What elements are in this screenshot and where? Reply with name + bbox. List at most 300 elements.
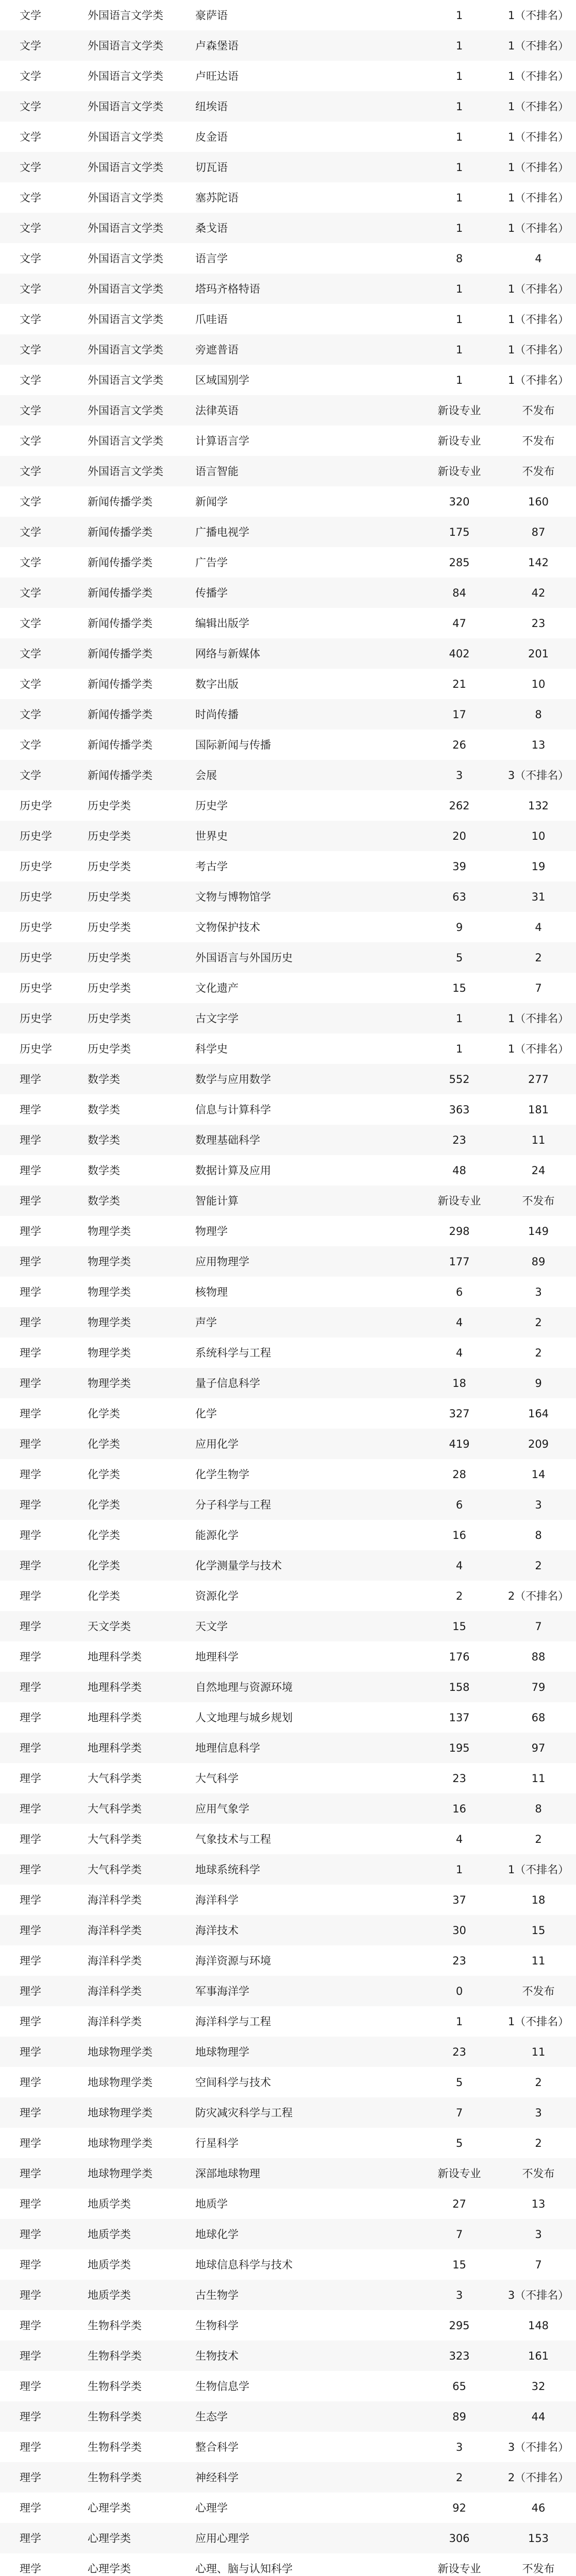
category-cell: 心理学类 [88,2523,195,2553]
category-cell: 历史学类 [88,799,131,812]
table-row [0,1459,576,1489]
table-row [0,638,576,669]
count-cell: 1 [455,70,463,82]
count-cell: 新设专业 [418,456,501,486]
rank-cell: 89 [501,1246,576,1277]
category-cell: 地球物理学类 [88,2076,153,2089]
major-name-cell: 海洋科学 [195,1893,239,1906]
discipline-cell: 理学 [20,2319,41,2332]
count-cell: 23 [452,1954,466,1967]
category-cell: 外国语言文学类 [88,434,163,447]
table-row [0,1489,576,1520]
table-row [0,547,576,578]
category-cell: 生物科学类 [88,2319,142,2332]
category-cell: 化学类 [88,1589,120,1602]
discipline-cell: 理学 [0,1976,88,2006]
table-row [0,304,576,334]
count-cell: 195 [418,1733,501,1763]
major-name-cell: 皮金语 [195,130,228,143]
rank-cell: 14 [531,1468,546,1481]
count-cell: 5 [455,2137,463,2149]
category-cell: 外国语言文学类 [88,274,195,304]
major-name-cell: 生物技术 [195,2341,418,2371]
major-name-cell: 塞苏陀语 [195,191,239,204]
discipline-cell: 理学 [20,1589,41,1602]
discipline-cell: 理学 [0,2097,88,2128]
major-name-cell: 国际新闻与传播 [195,738,271,751]
major-name-cell: 文物与博物馆学 [195,882,418,912]
category-cell: 地球物理学类 [88,2037,195,2067]
category-cell: 数学类 [88,1064,195,1094]
rank-cell: 153 [501,2523,576,2553]
table-row [0,30,576,61]
discipline-cell: 文学 [0,456,88,486]
rank-cell: 2 [535,1833,542,1845]
rank-cell: 2 [501,1307,576,1337]
discipline-cell: 文学 [0,517,88,547]
table-row [0,790,576,821]
rank-cell: 不发布 [501,395,576,426]
count-cell: 92 [452,2501,466,2514]
category-cell: 地质学类 [88,2258,131,2271]
category-cell: 化学类 [88,1550,195,1581]
category-cell: 地质学类 [88,2197,131,2210]
major-name-cell: 智能计算 [195,1185,418,1216]
discipline-cell: 理学 [0,1611,88,1641]
count-cell: 27 [452,2197,466,2210]
category-cell: 生物科学类 [88,2441,142,2453]
table-row [0,1277,576,1307]
table-row [0,1368,576,1398]
discipline-cell: 理学 [20,1833,41,1845]
category-cell: 地理科学类 [88,1733,195,1763]
discipline-cell: 理学 [20,1711,41,1724]
rank-cell: 2 [535,2076,542,2089]
major-name-cell: 文化遗产 [195,981,239,994]
rank-cell: 181 [528,1103,549,1116]
discipline-cell: 文学 [20,556,41,569]
table-row [0,2310,576,2341]
count-cell: 306 [418,2523,501,2553]
count-cell: 39 [452,860,466,873]
rank-cell: 2 [535,2137,542,2149]
count-cell: 2 [418,2462,501,2493]
category-cell: 物理学类 [88,1368,195,1398]
count-cell: 3 [455,2441,463,2453]
major-name-cell: 地球化学 [195,2219,418,2249]
rank-cell: 79 [501,1672,576,1702]
rank-cell: 24 [531,1164,546,1177]
table-row [0,1641,576,1672]
category-cell: 新闻传播学类 [88,738,153,751]
count-cell: 新设专业 [418,395,501,426]
count-cell: 30 [418,1915,501,1945]
rank-cell: 42 [501,578,576,608]
category-cell: 新闻传播学类 [88,556,153,569]
rank-cell: 68 [531,1711,546,1724]
major-name-cell: 文物保护技术 [195,921,260,934]
major-name-cell: 海洋科学与工程 [195,2015,271,2028]
major-name-cell: 地质学 [195,2197,228,2210]
discipline-cell: 文学 [20,9,41,22]
discipline-cell: 历史学 [20,1042,52,1055]
table-row [0,2401,576,2432]
category-cell: 物理学类 [88,1246,195,1277]
category-cell: 化学类 [88,1429,195,1459]
discipline-cell: 理学 [20,1407,41,1420]
count-cell: 15 [452,2258,466,2271]
count-cell: 0 [418,1976,501,2006]
table-row [0,1885,576,1915]
discipline-cell: 文学 [0,152,88,182]
major-name-cell: 自然地理与资源环境 [195,1672,418,1702]
table-row [0,1915,576,1945]
rank-cell: 46 [531,2501,546,2514]
table-row [0,2097,576,2128]
major-name-cell: 地理科学 [195,1650,239,1663]
discipline-cell: 文学 [20,677,41,690]
discipline-cell: 理学 [20,1285,41,1298]
category-cell: 化学类 [88,1468,120,1481]
count-cell: 3 [418,2280,501,2310]
major-name-cell: 广告学 [195,556,228,569]
major-name-cell: 卢旺达语 [195,70,239,82]
rank-cell: 1（不排名） [507,191,569,204]
discipline-cell: 文学 [20,130,41,143]
major-name-cell: 桑戈语 [195,213,418,243]
table-row [0,2523,576,2553]
category-cell: 物理学类 [88,1225,131,1238]
category-cell: 新闻传播学类 [88,578,195,608]
discipline-cell: 理学 [0,2158,88,2189]
category-cell: 数学类 [88,1125,195,1155]
major-name-cell: 会展 [195,760,418,790]
count-cell: 285 [449,556,470,569]
major-name-cell: 语言智能 [195,456,418,486]
count-cell: 47 [452,617,466,630]
count-cell: 23 [418,1125,501,1155]
major-name-cell: 海洋技术 [195,1915,418,1945]
count-cell: 7 [418,2097,501,2128]
major-name-cell: 数学与应用数学 [195,1064,418,1094]
major-name-cell: 大气科学 [195,1772,239,1785]
discipline-cell: 理学 [20,2380,41,2393]
major-name-cell: 时尚传播 [195,699,418,730]
table-row [0,2128,576,2158]
rank-cell: 160 [528,495,549,508]
category-cell: 外国语言文学类 [88,152,195,182]
table-row [0,1155,576,1185]
table-row [0,669,576,699]
discipline-cell: 理学 [0,2462,88,2493]
rank-cell: 3（不排名） [507,2441,569,2453]
count-cell: 63 [418,882,501,912]
major-name-cell: 化学测量学与技术 [195,1550,418,1581]
major-name-cell: 生态学 [195,2401,418,2432]
table-row [0,2280,576,2310]
table-row [0,243,576,274]
discipline-cell: 理学 [20,1772,41,1785]
count-cell: 65 [452,2380,466,2393]
category-cell: 新闻传播学类 [88,699,195,730]
count-cell: 1 [418,30,501,61]
count-cell: 4 [418,1550,501,1581]
rank-cell: 2 [501,942,576,973]
table-row [0,1307,576,1337]
major-name-cell: 地球信息科学与技术 [195,2258,293,2271]
table-row [0,1064,576,1094]
discipline-cell: 理学 [20,1650,41,1663]
count-cell: 1 [418,334,501,365]
table-row [0,1185,576,1216]
major-name-cell: 地球系统科学 [195,1854,418,1885]
count-cell: 6 [418,1489,501,1520]
table-row [0,882,576,912]
rank-cell: 32 [531,2380,546,2393]
rank-cell: 132 [528,799,549,812]
count-cell: 15 [418,1611,501,1641]
rank-cell: 31 [501,882,576,912]
category-cell: 外国语言文学类 [88,191,163,204]
category-cell: 大气科学类 [88,1833,142,1845]
discipline-cell: 理学 [20,1529,41,1541]
table-row [0,334,576,365]
discipline-cell: 理学 [0,1246,88,1277]
category-cell: 外国语言文学类 [88,30,195,61]
table-row [0,1793,576,1824]
rank-cell: 88 [531,1650,546,1663]
count-cell: 5 [418,942,501,973]
major-name-cell: 地球物理学 [195,2037,418,2067]
count-cell: 1 [455,374,463,386]
table-row [0,1246,576,1277]
discipline-cell: 理学 [20,2015,41,2028]
discipline-cell: 文学 [0,578,88,608]
rank-cell: 97 [501,1733,576,1763]
rank-cell: 1（不排名） [501,1003,576,1033]
table-row [0,1976,576,2006]
discipline-cell: 理学 [20,2197,41,2210]
discipline-cell: 理学 [0,2037,88,2067]
table-row [0,2219,576,2249]
major-name-cell: 神经科学 [195,2462,418,2493]
rank-cell: 10 [531,677,546,690]
table-row [0,699,576,730]
table-row [0,122,576,152]
count-cell: 1 [418,274,501,304]
count-cell: 28 [452,1468,466,1481]
rank-cell: 277 [501,1064,576,1094]
major-name-cell: 核物理 [195,1285,228,1298]
major-name-cell: 量子信息科学 [195,1368,418,1398]
table-row [0,1033,576,1064]
rank-cell: 209 [501,1429,576,1459]
rank-cell: 不发布 [501,2158,576,2189]
category-cell: 外国语言文学类 [88,395,195,426]
category-cell: 物理学类 [88,1285,131,1298]
category-cell: 外国语言文学类 [88,9,163,22]
count-cell: 552 [418,1064,501,1094]
major-name-cell: 海洋资源与环境 [195,1954,271,1967]
table-row [0,213,576,243]
category-cell: 外国语言文学类 [88,456,195,486]
major-name-cell: 空间科学与技术 [195,2076,271,2089]
category-cell: 海洋科学类 [88,1915,195,1945]
table-row [0,2462,576,2493]
rank-cell: 1（不排名） [501,1854,576,1885]
major-name-cell: 天文学 [195,1611,418,1641]
discipline-cell: 文学 [20,434,41,447]
major-name-cell: 考古学 [195,860,228,873]
discipline-cell: 理学 [0,1429,88,1459]
category-cell: 历史学类 [88,921,131,934]
table-row [0,1398,576,1429]
table-row [0,2249,576,2280]
rank-cell: 1（不排名） [501,334,576,365]
category-cell: 地球物理学类 [88,2137,153,2149]
major-name-cell: 信息与计算科学 [195,1103,271,1116]
table-row [0,91,576,122]
table-row [0,274,576,304]
category-cell: 新闻传播学类 [88,760,195,790]
discipline-cell: 理学 [0,1550,88,1581]
table-row [0,608,576,638]
discipline-cell: 理学 [0,2280,88,2310]
discipline-cell: 理学 [0,1672,88,1702]
table-row [0,152,576,182]
count-cell: 327 [449,1407,470,1420]
major-name-cell: 化学生物学 [195,1468,249,1481]
major-name-cell: 应用化学 [195,1429,418,1459]
table-row [0,578,576,608]
table-row [0,2158,576,2189]
count-cell: 16 [452,1529,466,1541]
discipline-cell: 理学 [20,2137,41,2149]
major-name-cell: 塔玛齐格特语 [195,274,418,304]
discipline-cell: 文学 [20,738,41,751]
category-cell: 历史学类 [88,1042,131,1055]
major-name-cell: 数据计算及应用 [195,1164,271,1177]
discipline-cell: 理学 [0,1064,88,1094]
table-row [0,456,576,486]
discipline-cell: 历史学 [20,921,52,934]
discipline-cell: 历史学 [20,860,52,873]
category-cell: 数学类 [88,1185,195,1216]
table-row [0,760,576,790]
table-row [0,1520,576,1550]
table-row [0,1581,576,1611]
discipline-cell: 文学 [20,313,41,326]
discipline-cell: 文学 [20,374,41,386]
rank-cell: 不发布 [522,434,555,447]
count-cell: 1 [455,2015,463,2028]
category-cell: 地质学类 [88,2219,195,2249]
rank-cell: 1（不排名） [507,2015,569,2028]
major-name-cell: 生物科学 [195,2319,239,2332]
rank-cell: 1（不排名） [501,30,576,61]
rank-cell: 1（不排名） [501,152,576,182]
major-name-cell: 爪哇语 [195,313,228,326]
discipline-cell: 理学 [20,1225,41,1238]
rank-cell: 11 [531,1772,546,1785]
count-cell: 4 [418,1307,501,1337]
rank-cell: 9 [501,1368,576,1398]
major-name-cell: 军事海洋学 [195,1976,418,2006]
category-cell: 新闻传播学类 [88,638,195,669]
table-row [0,426,576,456]
major-name-cell: 气象技术与工程 [195,1833,271,1845]
count-cell: 17 [418,699,501,730]
major-name-cell: 卢森堡语 [195,30,418,61]
category-cell: 新闻传播学类 [88,517,195,547]
category-cell: 外国语言文学类 [88,374,163,386]
discipline-cell: 理学 [20,2258,41,2271]
discipline-cell: 理学 [20,1164,41,1177]
rank-cell: 15 [501,1915,576,1945]
discipline-cell: 文学 [0,30,88,61]
major-name-cell: 应用心理学 [195,2523,418,2553]
discipline-cell: 理学 [0,2219,88,2249]
discipline-cell: 理学 [0,2523,88,2553]
discipline-cell: 理学 [0,1125,88,1155]
major-name-cell: 生物信息学 [195,2380,249,2393]
major-name-cell: 编辑出版学 [195,617,249,630]
rank-cell: 44 [501,2401,576,2432]
table-row [0,1125,576,1155]
rank-cell: 87 [501,517,576,547]
rank-cell: 1（不排名） [501,91,576,122]
discipline-cell: 历史学 [0,1003,88,1033]
count-cell: 1 [418,1854,501,1885]
major-name-cell: 科学史 [195,1042,228,1055]
count-cell: 1 [455,191,463,204]
table-row [0,365,576,395]
major-name-cell: 地理信息科学 [195,1733,418,1763]
table-row [0,182,576,213]
count-cell: 18 [418,1368,501,1398]
table-row [0,821,576,851]
category-cell: 物理学类 [88,1346,131,1359]
count-cell: 1 [455,130,463,143]
rank-cell: 1（不排名） [507,1042,569,1055]
category-cell: 历史学类 [88,981,131,994]
rank-cell: 13 [531,2197,546,2210]
category-cell: 生物科学类 [88,2341,195,2371]
count-cell: 89 [418,2401,501,2432]
major-name-cell: 纽埃语 [195,91,418,122]
discipline-cell: 文学 [0,91,88,122]
discipline-cell: 文学 [20,495,41,508]
rank-cell: 7 [535,2258,542,2271]
category-cell: 新闻传播学类 [88,495,153,508]
discipline-cell: 历史学 [0,821,88,851]
count-cell: 新设专业 [418,1185,501,1216]
major-name-cell: 计算语言学 [195,434,249,447]
major-name-cell: 历史学 [195,799,228,812]
count-cell: 16 [418,1793,501,1824]
discipline-cell: 文学 [0,638,88,669]
rank-cell: 2（不排名） [501,2462,576,2493]
category-cell: 生物科学类 [88,2462,195,2493]
rank-cell: 11 [531,1954,546,1967]
rank-cell: 2 [501,1550,576,1581]
major-name-cell: 豪萨语 [195,9,228,22]
major-name-cell: 化学 [195,1407,217,1420]
category-cell: 历史学类 [88,1003,195,1033]
category-cell: 大气科学类 [88,1793,195,1824]
table-row [0,1702,576,1733]
rank-cell: 1（不排名） [501,213,576,243]
